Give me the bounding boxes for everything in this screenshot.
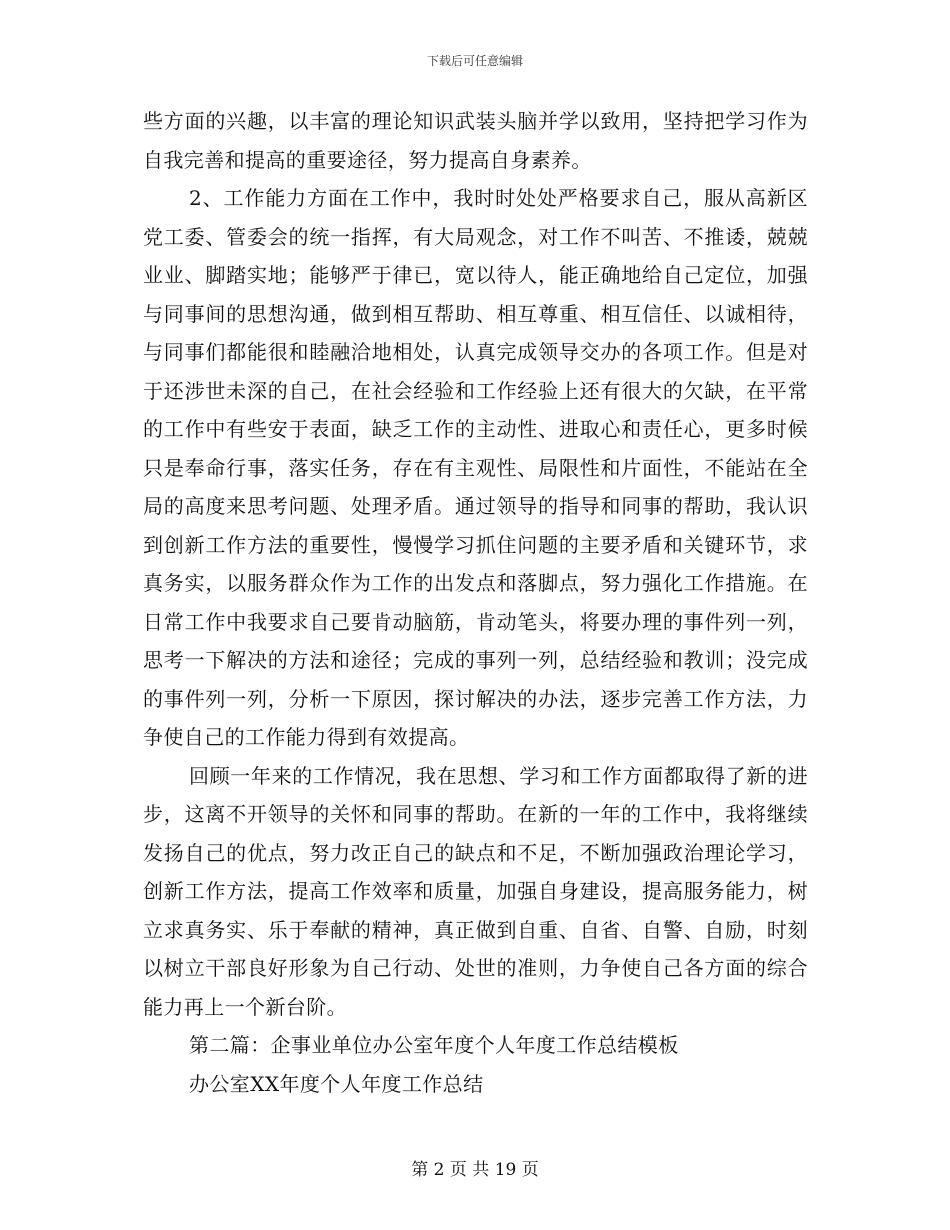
document-body (143, 102, 808, 1103)
section-heading-second-article: 第二篇：企事业单位办公室年度个人年度工作总结模板 (189, 1033, 679, 1057)
page-header-note: 下载后可任意编辑 (426, 54, 523, 68)
paragraph-review: 回顾一年来的工作情况，我在思想、学习和工作方面都取得了新的进步，这离不开领导的关怀和同事的帮助。在新的一年的工作中，我将继续发扬自己的优点，努力改正自己的缺点和不足，不断加强政治理论学习，创新工作方法，提高工作效率和质量，加强自身建设，提高服务能力，树立求真务实、乐于奉献的精神，真正做到自重、自省、自警、自励，时刻以树立干部良好形象为自己行动、处世的准则，力争使自己各方面的综合能力再上一个新台阶。 (143, 763, 808, 1019)
paragraph-continuation: 些方面的兴趣，以丰富的理论知识武装头脑并学以致用，坚持把学习作为自我完善和提高的重要途径，努力提高自身素养。 (143, 109, 808, 172)
page-number: 第 2 页 共 19 页 (411, 1160, 539, 1180)
paragraph-work-ability: 2、工作能力方面在工作中，我时时处处严格要求自己，服从高新区党工委、管委会的统一指挥，有大局观念，对工作不叫苦、不推诿，兢兢业业、脚踏实地；能够严于律已，宽以待人，能正确地给自己定位，加强与同事间的思想沟通，做到相互帮助、相互尊重、相互信任、以诚相待，与同事们都能很和睦融洽地相处，认真完成领导交办的各项工作。但是对于还涉世未深的自己，在社会经验和工作经验上还有很大的欠缺，在平常的工作中有些安于表面，缺乏工作的主动性、进取心和责任心，更多时候只是奉命行事，落实任务，存在有主观性、局限性和片面性，不能站在全局的高度来思考问题、处理矛盾。通过领导的指导和同事的帮助，我认识到创新工作方法的重要性，慢慢学习抓住问题的主要矛盾和关键环节，求真务实，以服务群众作为工作的出发点和落脚点，努力强化工作措施。在日常工作中我要求自己要肯动脑筋，肯动笔头，将要办理的事件列一列，思考一下解决的方法和途径；完成的事列一列，总结经验和教训；没完成的事件列一列，分析一下原因，探讨解决的办法，逐步完善工作方法，力争使自己的工作能力得到有效提高。 (143, 186, 808, 749)
section-subtitle: 办公室XX年度个人年度工作总结 (189, 1071, 484, 1096)
